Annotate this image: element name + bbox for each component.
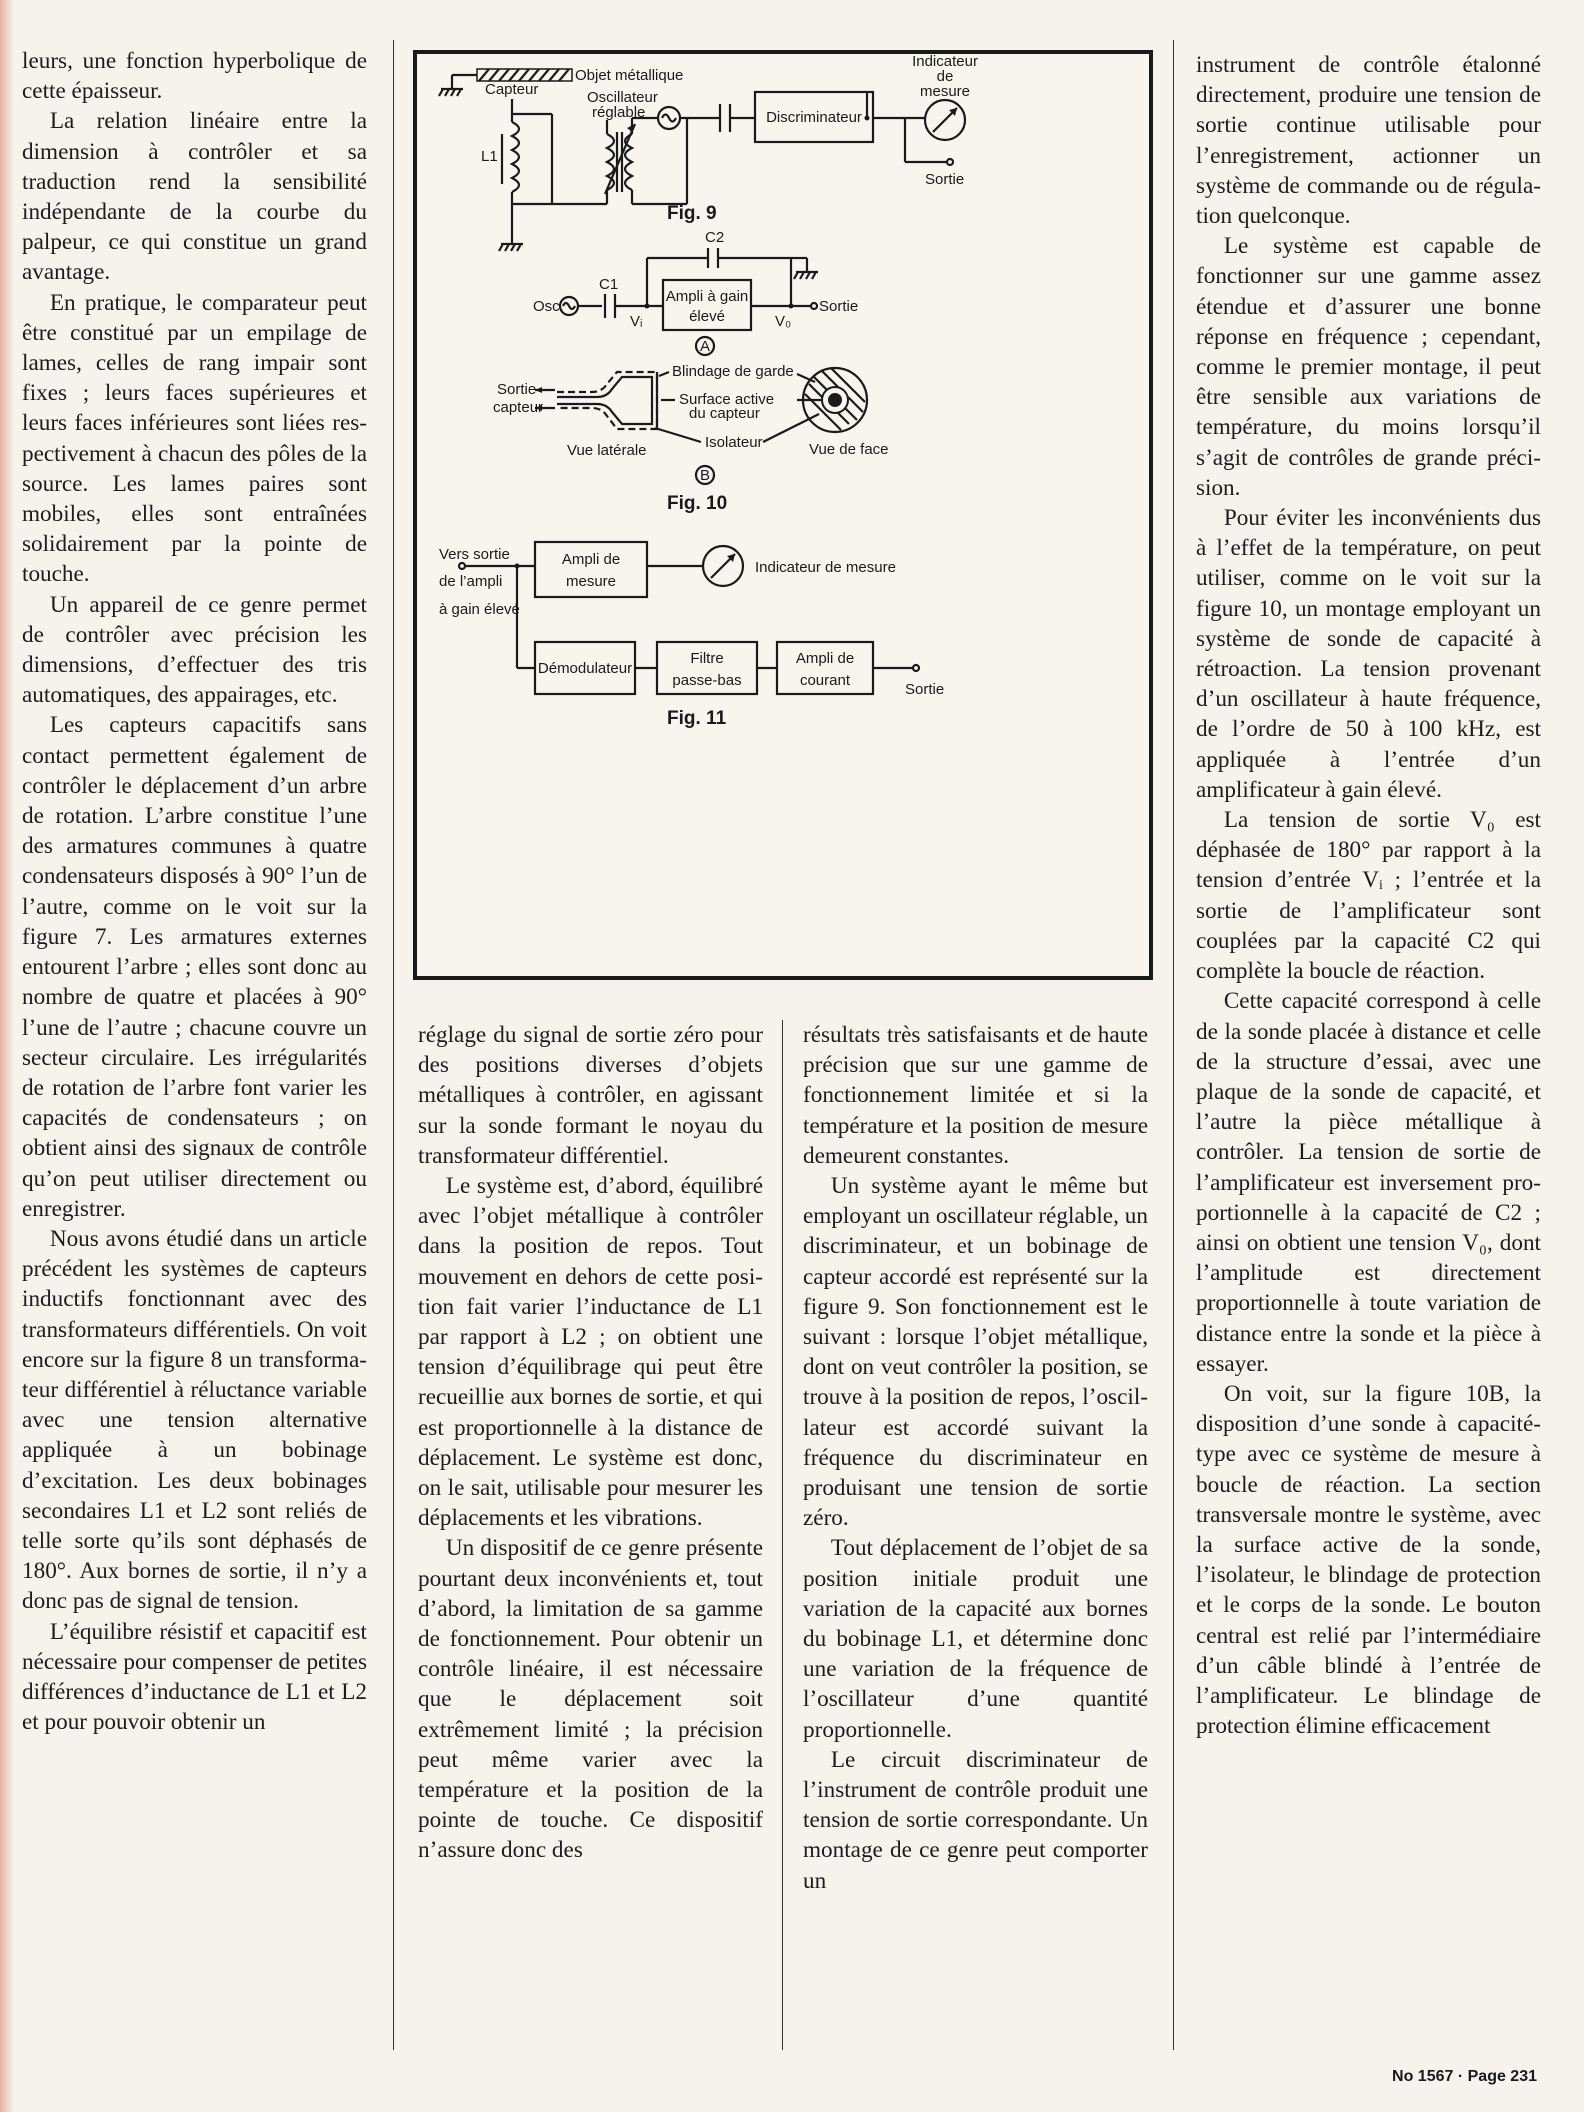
fig10-isolateur-label: Isolateur bbox=[705, 434, 763, 451]
fig10-sortie-capteur-label-2: capteur bbox=[493, 399, 544, 416]
fig10-mark-a: A bbox=[699, 338, 711, 355]
paragraph: Les capteurs capacitifs sans contact permettent également de contrôler le déplacement d’un arbre de rotation. L’arbre constitue l’une des armatures communes à quatre condensateurs disposés à 90° l’un de l’autre, comme on le voit sur la figure 7. Les armatures externes entourent l’arbre ; elles sont donc au nombre de quatre et placées à 90° l’une de l’autre ; chacune couvre un secteur circulaire. Les irrégularités de rotation de l’arbre font varier les capacités de condensateurs ; on obtient ainsi des signaux de contrôle qu’on peut utiliser directement ou enregistrer. bbox=[22, 712, 367, 1222]
paragraph: La relation linéaire entre la dimension à contrôler et sa traduction rend la sensibilité indépendante de la courbe du palpeur, ce qui constitue un grand avantage. bbox=[22, 108, 367, 286]
text-column-3 bbox=[803, 1020, 1148, 1896]
fig9-caption: Fig. 9 bbox=[667, 203, 717, 224]
fig10-c2-label: C2 bbox=[705, 229, 725, 246]
paragraph: leurs, une fonction hyperbolique de cette épaisseur. bbox=[22, 48, 367, 105]
fig11-indicateur-label: Indicateur de mesure bbox=[755, 559, 896, 576]
fig11-vers-label-3: à gain élevé bbox=[439, 601, 520, 618]
fig11-ampli-courant-label-2: courant bbox=[799, 672, 851, 689]
figures-panel bbox=[413, 50, 1153, 980]
page-edge-shading bbox=[0, 0, 14, 2112]
fig11-filtre-label-2: passe-bas bbox=[672, 672, 742, 689]
paragraph: L’équilibre résistif et capacitif est nécessaire pour compenser de petites différences d’inductance de L1 et L2 et pour pouvoir obtenir un bbox=[22, 1618, 367, 1736]
paragraph: Un appareil de ce genre permet de contrôler avec précision les dimensions, d’effectuer des tris automatiques, des appairages, etc. bbox=[22, 591, 367, 709]
paragraph: On voit, sur la figure 10B, la disposition d’une sonde à capacité-type avec ce système de mesure à boucle de réaction. La section transversale montre le système, avec la surface active de la sonde, l’isolateur, le blindage de protection et le corps de la sonde. Le bouton central est relié par l’intermédiaire d’un câble blindé à l’entrée de l’amplificateur. Le blindage de protection élimine efficacement bbox=[1196, 1380, 1541, 1740]
fig10-sortie-label: Sortie bbox=[819, 298, 859, 315]
fig10-caption: Fig. 10 bbox=[667, 493, 728, 514]
fig11-demodulateur-label: Démodulateur bbox=[537, 660, 633, 677]
fig10-vue-face-label: Vue de face bbox=[809, 441, 889, 458]
paragraph: Le système est, d’abord, équilibré avec l’objet métallique à contrôler dans la position de repos. Tout mouvement en dehors de cette position fait varier l’inductance de L1 par rapport à L2 ; on obtient une tension d’équilibrage qui peut être recueillie aux bornes de sortie, et qui est proportionnelle à la distance de déplacement. Le système est donc, on le sait, utilisable pour mesurer les déplacements et les vibrations. bbox=[418, 1173, 763, 1532]
fig10-mark-b: B bbox=[699, 467, 711, 484]
fig11-vers-label-1: Vers sortie bbox=[439, 546, 510, 563]
fig9-indicateur-label-1: Indicateur bbox=[912, 54, 978, 70]
fig10a-diagram bbox=[533, 229, 858, 355]
fig9-capteur-label: Capteur bbox=[485, 81, 539, 98]
fig9-discriminateur-label: Discriminateur bbox=[766, 109, 862, 126]
fig11-diagram bbox=[439, 542, 944, 729]
fig10-c1-label: C1 bbox=[599, 276, 619, 293]
column-rule bbox=[1173, 40, 1174, 2050]
fig9-l1-label: L1 bbox=[481, 148, 498, 165]
page-footer: No 1567 · Page 231 bbox=[1392, 2068, 1537, 2085]
fig9-osc-label-1: Oscillateur bbox=[587, 89, 658, 106]
fig11-ampli-courant-label-1: Ampli de bbox=[795, 650, 855, 667]
fig10-blindage-label: Blindage de garde bbox=[672, 363, 794, 380]
fig9-diagram bbox=[439, 54, 978, 251]
column-rule bbox=[393, 40, 394, 2050]
paragraph: Tout déplacement de l’objet de sa position initiale produit une variation de la capacité aux bornes du bobinage L1, et détermine donc une variation de la fréquence de l’oscillateur d’une quantité proportionnelle. bbox=[803, 1535, 1148, 1743]
paragraph: Cette capacité correspond à celle de la sonde placée à distance et celle de la structure d’essai, avec une plaque de la sonde de capacité, et l’autre la pièce métallique à contrôler. La tension de sortie de l’amplificateur est inversement proportionnelle à la capacité de C2 ; ainsi on obtient une tension V₀, dont l’amplitude est directement proportionnelle à toute variation de distance entre la sonde et la pièce à essayer. bbox=[1196, 988, 1541, 1377]
paragraph: Le circuit discriminateur de l’instrument de contrôle produit une tension de sortie correspondante. Un montage de ce genre peut comporter un bbox=[803, 1746, 1148, 1894]
fig10-vo-label: V₀ bbox=[775, 313, 792, 330]
fig10-vue-laterale-label: Vue latérale bbox=[567, 442, 647, 459]
paragraph: résultats très satisfaisants et de haute précision que sur une gamme de fonctionnement limitée et si la température et la position de mesure demeurent constantes. bbox=[803, 1022, 1148, 1169]
fig10b-diagram bbox=[493, 363, 889, 514]
paragraph: réglage du signal de sortie zéro pour des positions diverses d’objets métalliques à contrôler, en agissant sur la sonde formant le noyau du transformateur différentiel. bbox=[418, 1022, 763, 1169]
paragraph: instrument de contrôle étalonné directement, produire une tension de sortie continue utilisable pour l’enregistrement, actionner un système de commande ou de régulation quelconque. bbox=[1196, 52, 1541, 230]
fig10-sortie-capteur-label-1: Sortie bbox=[497, 381, 537, 398]
fig10-surface-label-2: du capteur bbox=[689, 405, 760, 422]
fig10-osc-label: Osc. bbox=[533, 298, 564, 315]
fig11-sortie-label: Sortie bbox=[905, 681, 945, 698]
fig9-sortie-label: Sortie bbox=[925, 171, 965, 188]
fig9-indicateur-label-3: mesure bbox=[919, 83, 971, 100]
paragraph: Un dispositif de ce genre présente pourtant deux inconvénients et, tout d’abord, la limitation de sa gamme de fonctionnement. Pour obtenir un contrôle linéaire, il est nécessaire que le déplacement soit extrêmement limité ; la précision peut même varier avec la température et la position de la pointe de touche. Ce dispositif n’assure donc des bbox=[418, 1535, 763, 1864]
paragraph: Un système ayant le même but employant un oscillateur réglable, un discriminateur, et un bobinage de capteur accordé est représenté sur la figure 9. Son fonctionnement est le suivant : lorsque l’objet métallique, dont on veut contrôler la position, se trouve à la position de repos, l’oscillateur est accordé suivant la fréquence du discriminateur en produisant une tension de sortie zéro. bbox=[803, 1173, 1148, 1532]
fig11-vers-label-2: de l’ampli bbox=[439, 573, 503, 590]
text-column-4 bbox=[1196, 50, 1541, 1741]
fig10-ampli-label-1: Ampli à gain bbox=[665, 288, 749, 305]
text-column-1 bbox=[22, 46, 367, 1737]
fig9-objet-label: Objet métallique bbox=[575, 67, 684, 84]
fig9-osc-label-2: réglable bbox=[592, 104, 646, 121]
paragraph: En pratique, le comparateur peut être constitué par un empilage de lames, celles de rang impair sont fixes ; leurs faces supérieures et leurs faces inférieures sont liées respectivement à chacun des pôles de la source. Les lames paires sont mobiles, elles sont entraînées solidairement par la pointe de touche. bbox=[22, 289, 367, 588]
fig10-vi-label: Vᵢ bbox=[630, 313, 643, 330]
paragraph: Nous avons étudié dans un article précédent les systèmes de capteurs inductifs fonctionnant avec des transformateurs différentiels. On voit encore sur la figure 8 un transformateur différentiel à réluctance variable avec une tension alternative appliquée à un bobinage d’excitation. Les deux bobinages secondaires L1 et L2 sont reliés de telle sorte qu’ils sont déphasés de 180°. Aux bornes de sortie, il n’y a donc pas de signal de tension. bbox=[22, 1225, 367, 1615]
column-rule bbox=[782, 1020, 783, 2050]
fig11-ampli-mesure-label-1: Ampli de bbox=[561, 551, 621, 568]
text-column-2 bbox=[418, 1020, 763, 1866]
fig10-surface-label-1: Surface active bbox=[679, 391, 775, 408]
figures-diagram bbox=[417, 54, 1149, 976]
paragraph: Le système est capable de fonctionner sur une gamme assez étendue et d’assurer une bonne réponse en fréquence ; cependant, comme le premier montage, il peut être sensible aux variations de température, du moins lorsqu’il s’agit de contrôles de grande précision. bbox=[1196, 233, 1541, 501]
paragraph: Pour éviter les inconvénients dus à l’effet de la température, on peut utiliser, comme on le voit sur la figure 10, un montage employant un système de sonde de capacité à rétroaction. La tension provenant d’un oscillateur à haute fréquence, de l’ordre de 50 à 100 kHz, est appliquée à l’entrée d’un amplificateur à gain élevé. bbox=[1196, 505, 1541, 803]
fig10-ampli-label-2: élevé bbox=[689, 308, 725, 325]
fig9-indicateur-label-2: de bbox=[936, 68, 954, 85]
paragraph: La tension de sortie V₀ est déphasée de 180° par rapport à la tension d’entrée Vᵢ ; l’entrée et la sortie de l’amplificateur sont couplées par la capacité C2 qui complète la boucle de réaction. bbox=[1196, 807, 1541, 985]
fig11-filtre-label-1: Filtre bbox=[690, 650, 724, 667]
fig11-ampli-mesure-label-2: mesure bbox=[565, 573, 617, 590]
fig11-caption: Fig. 11 bbox=[667, 708, 727, 729]
